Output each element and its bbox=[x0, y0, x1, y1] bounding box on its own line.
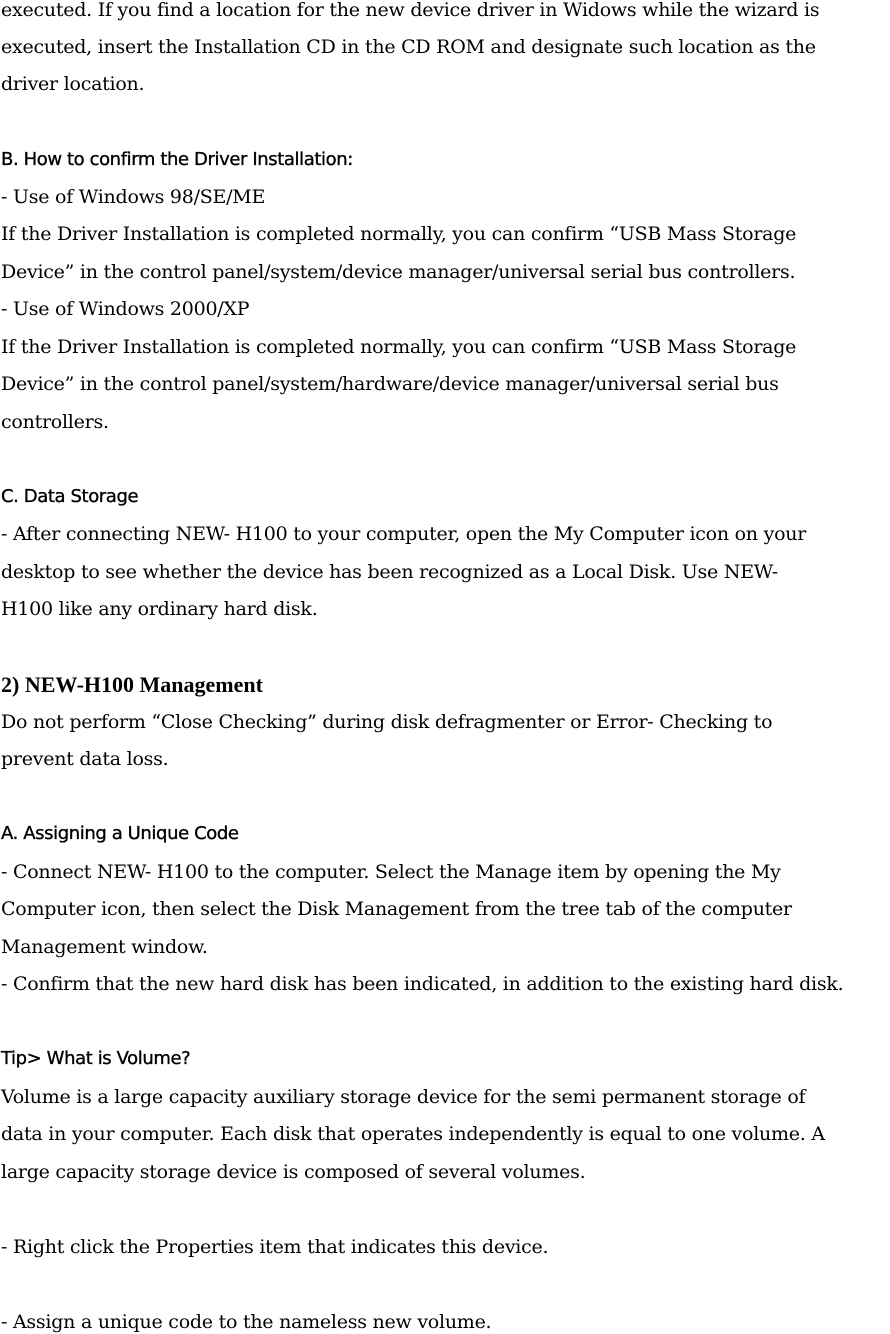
step-properties: - Right click the Properties item that indicates this device. bbox=[1, 1236, 549, 1258]
section-c-line-3: H100 like any ordinary hard disk. bbox=[1, 598, 318, 620]
management-line-2: prevent data loss. bbox=[1, 748, 169, 770]
intro-line-1: executed. If you find a location for the new device driver in Widows while the wizard is bbox=[1, 0, 820, 21]
section-b-line-5: If the Driver Installation is completed normally, you can confirm “USB Mass Storage bbox=[1, 336, 797, 358]
section-c-heading: C. Data Storage bbox=[1, 486, 139, 507]
section-c-line-1: - After connecting NEW- H100 to your computer, open the My Computer icon on your bbox=[1, 523, 807, 545]
section-c-line-2: desktop to see whether the device has been recognized as a Local Disk. Use NEW- bbox=[1, 561, 778, 583]
tip-line-2: data in your computer. Each disk that operates independently is equal to one volume. A bbox=[1, 1123, 825, 1145]
section-b-line-4: - Use of Windows 2000/XP bbox=[1, 298, 250, 320]
section-a-line-4: - Confirm that the new hard disk has been indicated, in addition to the existing hard disk. bbox=[1, 973, 844, 995]
tip-heading: Tip> What is Volume? bbox=[1, 1048, 191, 1069]
section-b-line-7: controllers. bbox=[1, 411, 109, 433]
management-title: 2) NEW-H100 Management bbox=[1, 672, 263, 697]
section-b-line-1: - Use of Windows 98/SE/ME bbox=[1, 186, 266, 208]
section-b-line-6: Device” in the control panel/system/hardware/device manager/universal serial bus bbox=[1, 373, 779, 395]
section-b-line-3: Device” in the control panel/system/device manager/universal serial bus controllers. bbox=[1, 261, 796, 283]
section-b-line-2: If the Driver Installation is completed normally, you can confirm “USB Mass Storage bbox=[1, 223, 797, 245]
section-a-line-2: Computer icon, then select the Disk Management from the tree tab of the computer bbox=[1, 898, 792, 920]
section-a-heading: A. Assigning a Unique Code bbox=[1, 823, 239, 844]
tip-line-1: Volume is a large capacity auxiliary storage device for the semi permanent storage of bbox=[1, 1086, 806, 1108]
intro-line-3: driver location. bbox=[1, 73, 145, 95]
step-assign: - Assign a unique code to the nameless new volume. bbox=[1, 1311, 492, 1333]
intro-line-2: executed, insert the Installation CD in the CD ROM and designate such location as the bbox=[1, 36, 816, 58]
section-a-line-1: - Connect NEW- H100 to the computer. Select the Manage item by opening the My bbox=[1, 861, 781, 883]
tip-line-3: large capacity storage device is composed of several volumes. bbox=[1, 1161, 586, 1183]
section-a-line-3: Management window. bbox=[1, 936, 208, 958]
management-line-1: Do not perform “Close Checking” during disk defragmenter or Error- Checking to bbox=[1, 711, 773, 733]
section-b-heading: B. How to confirm the Driver Installation: bbox=[1, 149, 353, 170]
